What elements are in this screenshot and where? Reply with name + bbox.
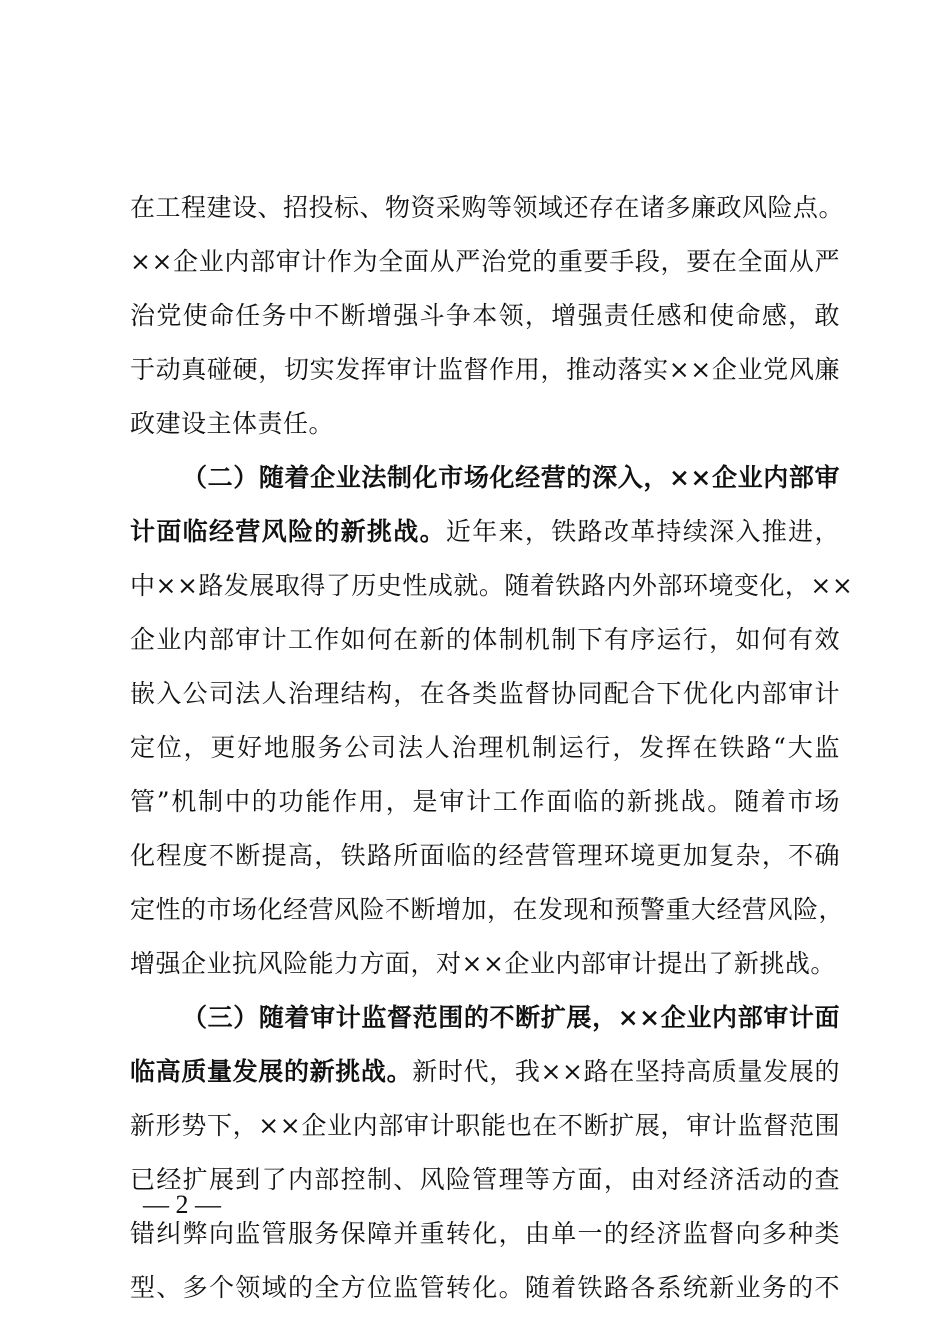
- paragraph-line: 治党使命任务中不断增强斗争本领，增强责任感和使命感，敢: [130, 301, 840, 330]
- paragraph-line: 型、多个领域的全方位监管转化。随着铁路各系统新业务的不: [130, 1273, 840, 1302]
- paragraph-line: 于动真碰硬，切实发挥审计监督作用，推动落实××企业党风廉: [130, 355, 840, 384]
- paragraph-line: 化程度不断提高，铁路所面临的经营管理环境更加复杂，不确: [130, 841, 840, 870]
- paragraph-line: 定位，更好地服务公司法人治理机制运行，发挥在铁路“大监: [130, 733, 840, 762]
- section-heading-3-end: 临高质量发展的新挑战。: [130, 1057, 413, 1086]
- paragraph-line: 企业内部审计工作如何在新的体制机制下有序运行，如何有效: [130, 625, 840, 654]
- paragraph-text: 新时代，我××路在坚持高质量发展的: [412, 1057, 840, 1086]
- body-text: [130, 181, 854, 1315]
- paragraph-line: 管”机制中的功能作用，是审计工作面临的新挑战。随着市场: [130, 787, 840, 816]
- paragraph-line: 增强企业抗风险能力方面，对××企业内部审计提出了新挑战。: [130, 949, 836, 978]
- paragraph-line: 嵌入公司法人治理结构，在各类监督协同配合下优化内部审计: [130, 679, 840, 708]
- paragraph-line: 错纠弊向监管服务保障并重转化，由单一的经济监督向多种类: [130, 1219, 840, 1248]
- page-number: — 2 —: [143, 1190, 221, 1219]
- section-heading-2: （二）随着企业法制化市场化经营的深入，××企业内部审: [182, 463, 840, 492]
- paragraph-line: 中××路发展取得了历史性成就。随着铁路内外部环境变化，××: [130, 571, 854, 600]
- paragraph-text: 近年来，铁路改革持续深入推进，: [445, 517, 840, 546]
- section-heading-3: （三）随着审计监督范围的不断扩展，××企业内部审计面: [182, 1003, 840, 1032]
- section-heading-2-end: 计面临经营风险的新挑战。: [130, 517, 446, 546]
- paragraph-line: [130, 1045, 840, 1099]
- paragraph-line: [130, 505, 840, 559]
- paragraph-line: 新形势下，××企业内部审计职能也在不断扩展，审计监督范围: [130, 1111, 840, 1140]
- paragraph-line: ××企业内部审计作为全面从严治党的重要手段，要在全面从严: [130, 247, 840, 276]
- paragraph-line: 政建设主体责任。: [130, 409, 335, 438]
- paragraph-line: 已经扩展到了内部控制、风险管理等方面，由对经济活动的查: [130, 1165, 840, 1194]
- paragraph-line: 在工程建设、招投标、物资采购等领域还存在诸多廉政风险点。: [130, 193, 845, 222]
- paragraph-line: 定性的市场化经营风险不断增加，在发现和预警重大经营风险，: [130, 895, 845, 924]
